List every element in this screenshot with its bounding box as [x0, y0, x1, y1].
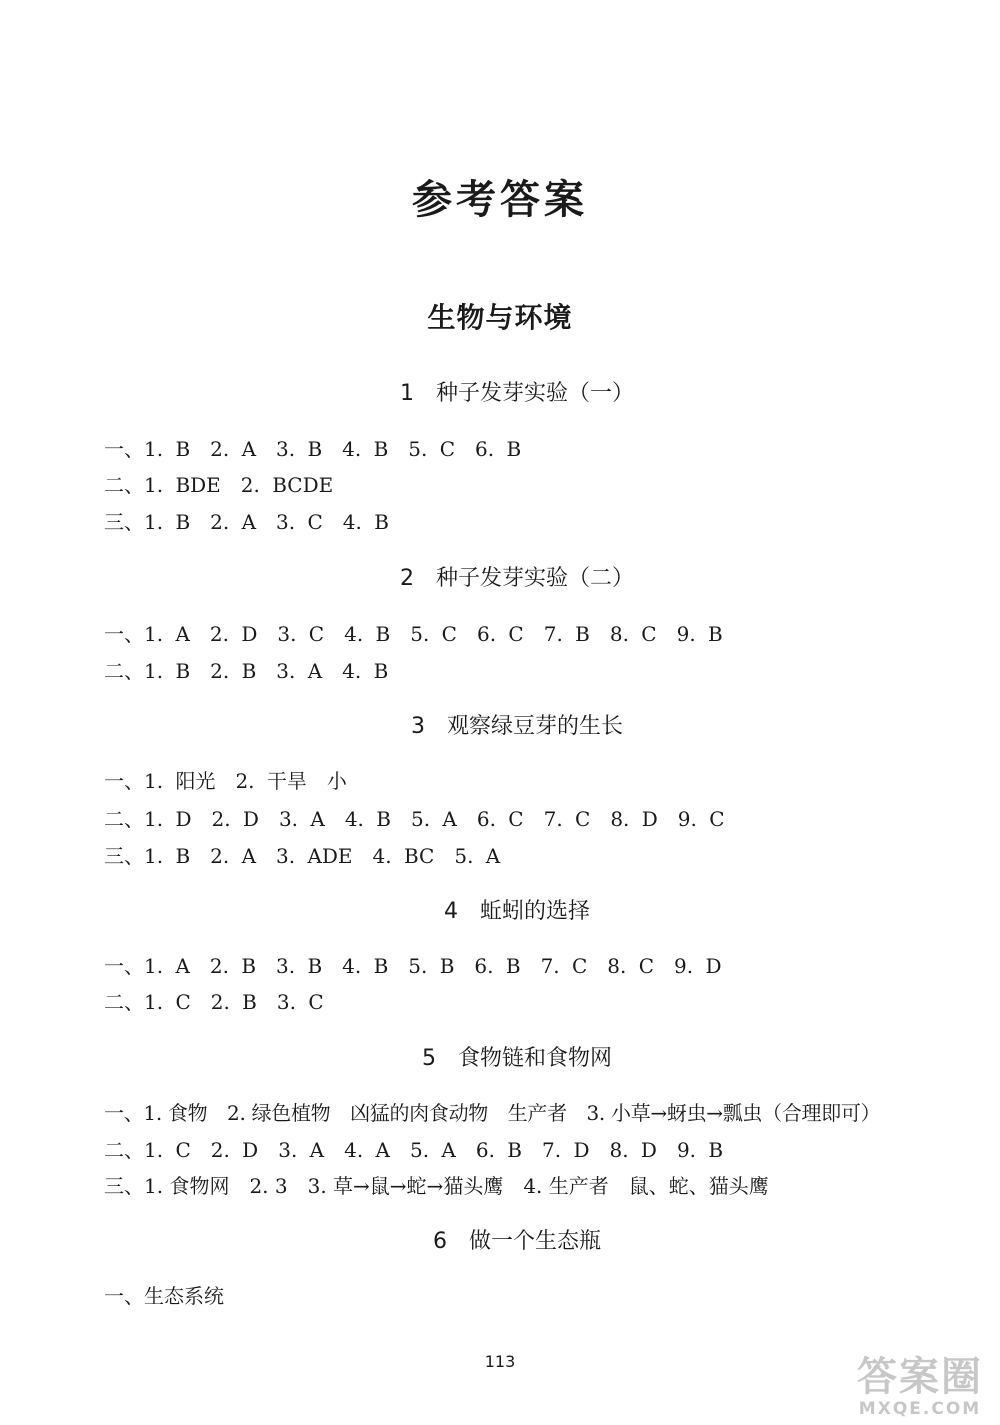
- answer-line: 一、1. 食物 2. 绿色植物 凶猛的肉食动物 生产者 3. 小草→蚜虫→瓢虫（合理即可）: [104, 1101, 881, 1125]
- watermark-logo-text: 答案圈: [857, 1354, 983, 1400]
- answer-line: 三、1. B 2. A 3. ADE 4. BC 5. A: [104, 844, 501, 868]
- lesson-name: 做一个生态瓶: [468, 1229, 601, 1254]
- watermark-logo: [850, 1355, 990, 1419]
- lesson-title: [0, 709, 1000, 740]
- lesson-name: 蚯蚓的选择: [479, 899, 590, 924]
- answer-line: 一、1. 阳光 2. 干旱 小: [104, 769, 347, 793]
- answer-line: 二、1. D 2. D 3. A 4. B 5. A 6. C 7. C 8. D 9. C: [104, 807, 725, 831]
- watermark-site: MXQE.COM: [858, 1399, 982, 1419]
- lesson-title: [0, 376, 1000, 407]
- lesson-title: [0, 561, 1000, 592]
- page-title: 参考答案: [412, 176, 588, 223]
- answer-line: 二、1. B 2. B 3. A 4. B: [104, 659, 389, 683]
- answer-line: 一、1. A 2. D 3. C 4. B 5. C 6. C 7. B 8. C 9. B: [104, 622, 723, 646]
- lesson-title: [0, 894, 1000, 925]
- answer-line: 二、1. BDE 2. BCDE: [104, 473, 334, 497]
- lesson-title: [0, 1224, 1000, 1255]
- lesson-name: 种子发芽实验（二）: [435, 566, 634, 591]
- lesson-number: 3: [410, 714, 425, 739]
- answer-line: 二、1. C 2. B 3. C: [104, 990, 324, 1014]
- answer-line: 三、1. 食物网 2. 3 3. 草→鼠→蛇→猫头鹰 4. 生产者 鼠、蛇、猫头鹰: [104, 1174, 769, 1198]
- lesson-number: 2: [399, 566, 414, 591]
- lesson-name: 食物链和食物网: [457, 1046, 612, 1071]
- answer-line: 一、生态系统: [104, 1284, 224, 1308]
- lesson-number: 1: [399, 381, 414, 406]
- page-number: 113: [484, 1352, 516, 1371]
- answer-line: 二、1. C 2. D 3. A 4. A 5. A 6. B 7. D 8. D 9. B: [104, 1138, 724, 1162]
- lesson-number: 5: [421, 1046, 436, 1071]
- lesson-title: [0, 1041, 1000, 1072]
- unit-title: 生物与环境: [427, 301, 573, 334]
- answer-line: 一、1. A 2. B 3. B 4. B 5. B 6. B 7. C 8. C 9. D: [104, 954, 722, 978]
- lesson-name: 种子发芽实验（一）: [435, 381, 634, 406]
- lesson-number: 6: [432, 1229, 447, 1254]
- answer-line: 三、1. B 2. A 3. C 4. B: [104, 510, 389, 534]
- lesson-name: 观察绿豆芽的生长: [446, 714, 623, 739]
- lesson-number: 4: [443, 899, 458, 924]
- answer-line: 一、1. B 2. A 3. B 4. B 5. C 6. B: [104, 437, 522, 461]
